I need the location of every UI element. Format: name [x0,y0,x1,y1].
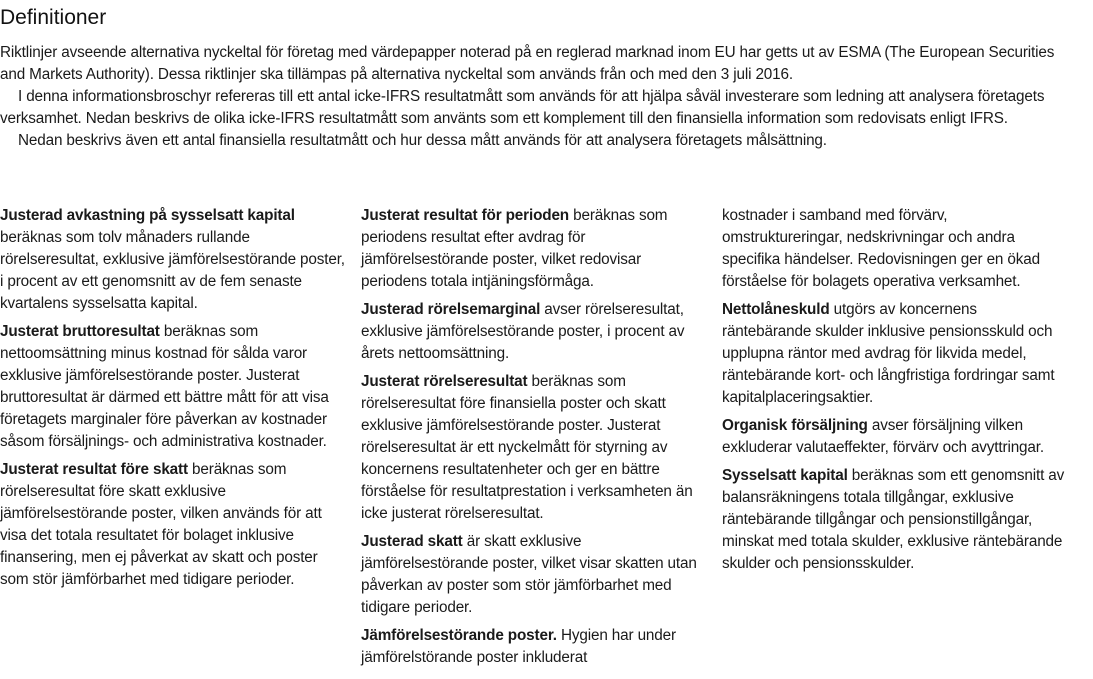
definition-entry [722,299,1067,409]
definition-text: beräknas som nettoomsättning minus kostnad för sålda varor exklusive jämförelsestörande poster. Justerat bruttoresultat är därmed ett bättre mått för att visa företagets marginaler före påverkan av kostnader såsom försäljnings- och administrativa kostnader. [0,323,329,450]
definition-text: beräknas som periodens resultat efter avdrag för jämförelsestörande poster, vilket redovisar periodens totala intjäningsförmåga. [361,207,668,290]
definition-term: Justerat rörelseresultat [361,373,528,390]
definition-entry [0,205,345,315]
definition-term: Justerad skatt [361,533,463,550]
definitions-column-2 [361,205,706,675]
definition-entry [361,371,706,525]
definition-term: Justerat bruttoresultat [0,323,160,340]
definition-text: beräknas som rörelseresultat före skatt exklusive jämförelsestörande poster, vilken används för att visa det totala resultatet för bolaget inklusive finansering, men ej påverkat av skatt och poster som stör jämförbarhet med tidigare perioder. [0,461,322,588]
definition-term: Organisk försäljning [722,417,868,434]
definition-entry [361,205,706,293]
definition-text: kostnader i samband med förvärv, omstruktureringar, nedskrivningar och andra specifika händelser. Redovisningen ger en ökad förståelse för bolagets operativa verksamhet. [722,207,1040,290]
intro-paragraph: I denna informationsbroschyr refereras till ett antal icke-IFRS resultatmått som används för att hjälpa såväl investerare som ledning att analysera företagets verksamhet. Nedan beskrivs de olika icke-IFRS resultatmått som använts som ett komplement till den finansiella information som redovisats enligt IFRS. [0,88,1045,127]
definition-term: Nettolåneskuld [722,301,830,318]
definition-entry [361,625,706,669]
definition-entry [361,299,706,365]
definition-text: beräknas som tolv månaders rullande rörelseresultat, exklusive jämförelsestörande poster, i procent av ett genomsnitt av de fem senaste kvartalens sysselsatta kapital. [0,229,345,312]
definition-term: Justerad avkastning på sysselsatt kapital [0,207,295,224]
definition-entry [722,205,1067,293]
definition-term: Justerat resultat för perioden [361,207,570,224]
definition-entry [722,465,1067,575]
definition-text: avser försäljning vilken exkluderar valutaeffekter, förvärv och avyttringar. [722,417,1044,456]
definition-text: beräknas som rörelseresultat före finansiella poster och skatt exklusive jämförelsestörande poster. Justerat rörelseresultat är ett nyckelmått för styrning av koncernens resultatenheter och ger en bättre förståelse för resultatprestation i verksamheten än icke justerat rörelseresultat. [361,373,693,522]
intro-paragraph: Nedan beskrivs även ett antal finansiella resultatmått och hur dessa mått används för att analysera företagets målsättning. [18,132,827,149]
definition-text: avser rörelseresultat, exklusive jämförelsestörande poster, i procent av årets nettoomsättning. [361,301,685,362]
page-title: Definitioner [0,6,107,29]
definition-term: Justerad rörelsemarginal [361,301,541,318]
definition-entry [0,321,345,453]
definition-term: Sysselsatt kapital [722,467,848,484]
intro-text [0,42,1065,152]
definition-text: beräknas som ett genomsnitt av balansräkningens totala tillgångar, exklusive räntebärande tillgångar och pensionstillgångar, minskat med totala skulder, exklusive räntebärande skulder och pensionsskulder. [722,467,1065,572]
intro-paragraph: Riktlinjer avseende alternativa nyckeltal för företag med värdepapper noterad på en reglerad marknad inom EU har getts ut av ESMA (The European Securities and Markets Authority). Dessa riktlinjer ska tillämpas på alternativa nyckeltal som används från och med den 3 juli 2016. [0,44,1055,83]
definition-entry [0,459,345,591]
definition-text: är skatt exklusive jämförelsestörande poster, vilket visar skatten utan påverkan av poster som stör jämförbarhet med tidigare perioder. [361,533,697,616]
definition-text: Hygien har under jämförelstörande poster inkluderat [361,627,676,666]
definitions-column-3 [722,205,1067,581]
definitions-column-1 [0,205,345,597]
definition-entry [722,415,1067,459]
definition-term: Justerat resultat före skatt [0,461,188,478]
definition-term: Jämförelsestörande poster. [361,627,557,644]
definition-text: utgörs av koncernens räntebärande skulder inklusive pensionsskuld och upplupna räntor med avdrag för likvida medel, räntebärande kort- och långfristiga fordringar samt kapitalplaceringsaktier. [722,301,1055,406]
definition-entry [361,531,706,619]
